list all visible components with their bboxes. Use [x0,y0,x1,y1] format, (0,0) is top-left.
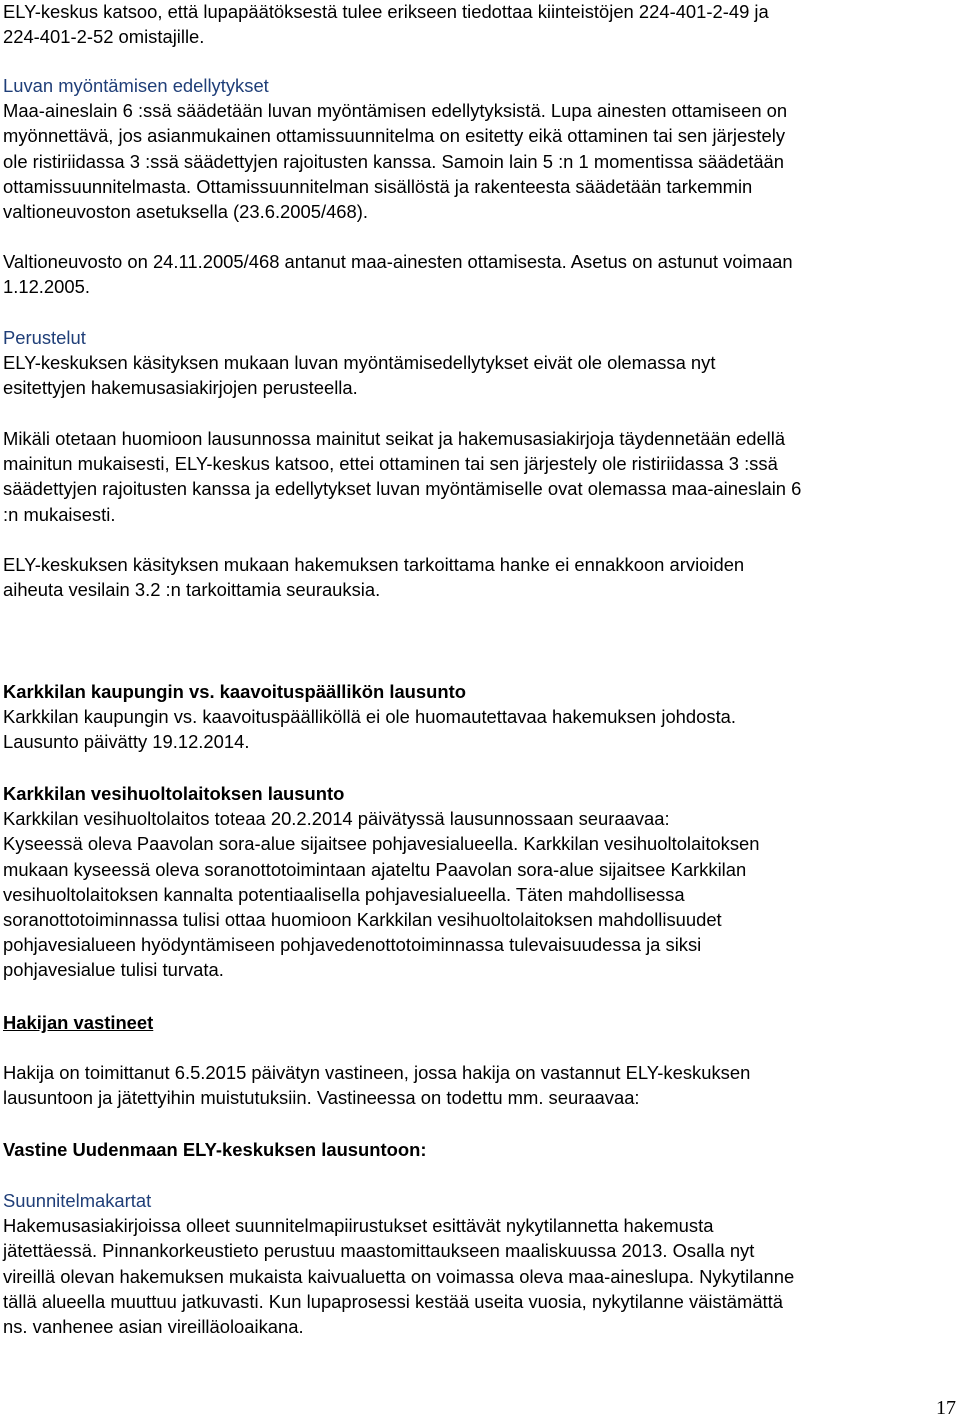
text-line: myönnettävä, jos asianmukainen ottamissuunnitelma on esitetty eikä ottaminen tai sen järjestely [3,125,786,147]
hakijan-paragraph [3,1060,958,1110]
page-number: 17 [936,1397,956,1419]
section-heading-karkkila: Karkkilan kaupungin vs. kaavoituspäällikön lausunto [3,681,466,702]
hakijan-heading-block [3,1010,958,1035]
text-line: ns. vanhenee asian vireilläoloaikana. [3,1316,304,1338]
text-line: Valtioneuvosto on 24.11.2005/468 antanut maa-ainesten ottamisesta. Asetus on astunut voimaan [3,251,793,272]
text-line: pohjavesialue tulisi turvata. [3,959,224,981]
section-heading-vesihuolto: Karkkilan vesihuoltolaitoksen lausunto [3,783,345,804]
karkkila-section [3,679,958,755]
text-line: valtioneuvoston asetuksella (23.6.2005/468). [3,201,368,223]
suunnitelma-section [3,1188,958,1339]
section-heading-vastine: Vastine Uudenmaan ELY-keskuksen lausuntoon: [3,1139,427,1160]
text-line: vireillä olevan hakemuksen mukaista kaivualuetta on voimassa oleva maa-aineslupa. Nykytilanne [3,1265,795,1287]
text-line: tällä alueella muuttuu jatkuvasti. Kun lupaprosessi kestää useita vuosia, nykytilanne väistämättä [3,1290,783,1312]
text-line: soranottotoiminnassa tulisi ottaa huomioon Karkkilan vesihuoltolaitoksen mahdollisuudet [3,909,722,931]
text-line: Lausunto päivätty 19.12.2014. [3,731,250,753]
section-heading-perustelut: Perustelut [3,327,86,348]
vesilaki-paragraph [3,552,958,602]
text-line: ole ristiriidassa 3 :ssä säädettyjen rajoitusten kanssa. Samoin lain 5 :n 1 momentissa säädetään [3,150,785,172]
text-line: :n mukaisesti. [3,503,116,525]
text-line: Karkkilan kaupungin vs. kaavoituspäälliköllä ei ole huomautettavaa hakemuksen johdosta. [3,706,737,728]
text-line: 1.12.2005. [3,276,90,298]
section-heading-hakijan: Hakijan vastineet [3,1012,154,1033]
text-line: vesihuoltolaitoksen kannalta potentiaalisella pohjavesialueella. Täten mahdollisessa [3,883,685,905]
text-line: Hakija on toimittanut 6.5.2015 päivätyn vastineen, jossa hakija on vastannut ELY-keskuksen [3,1062,751,1083]
text-line: Hakemusasiakirjoissa olleet suunnitelmapiirustukset esittävät nykytilannetta hakemusta [3,1215,714,1237]
text-line: jätettäessä. Pinnankorkeustieto perustuu maastomittaukseen maaliskuussa 2013. Osalla nyt [3,1240,755,1262]
text-line: Maa-aineslain 6 :ssä säädetään luvan myöntämisen edellytyksistä. Lupa ainesten ottamiseen on [3,100,788,122]
text-line: Mikäli otetaan huomioon lausunnossa mainitut seikat ja hakemusasiakirjoja täydennetään edellä [3,428,786,449]
text-line: ELY-keskuksen käsityksen mukaan luvan myöntämisedellytykset eivät ole olemassa nyt [3,352,716,374]
mikali-paragraph [3,426,958,527]
text-line: ottamissuunnitelmasta. Ottamissuunnitelman sisällöstä ja rakenteesta säädetään tarkemmin [3,175,753,197]
valtioneuvosto-paragraph [3,249,958,299]
luvan-section [3,73,958,224]
intro-paragraph [3,0,958,49]
text-line: Kyseessä oleva Paavolan sora-alue sijaitsee pohjavesialueella. Karkkilan vesihuoltolaitoksen [3,833,760,855]
text-line: mukaan kyseessä oleva soranottotoimintaan ajateltu Paavolan sora-alue sijaitsee Karkkilan [3,858,747,880]
text-line: ELY-keskuksen käsityksen mukaan hakemuksen tarkoittama hanke ei ennakkoon arvioiden [3,554,745,575]
text-line: pohjavesialueen hyödyntämiseen pohjavedenottotoiminnassa tulevaisuudessa ja siksi [3,934,702,956]
text-line: Karkkilan vesihuoltolaitos toteaa 20.2.2014 päivätyssä lausunnossaan seuraavaa: [3,808,670,830]
vastine-heading-block [3,1137,958,1162]
section-heading-suunnitelma: Suunnitelmakartat [3,1190,152,1211]
vesihuolto-section [3,781,958,983]
text-line: säädettyjen rajoitusten kanssa ja edellytykset luvan myöntämiselle ovat olemassa maa-aineslain 6 [3,478,802,500]
text-line: lausuntoon ja jätettyihin muistutuksiin. Vastineessa on todettu mm. seuraavaa: [3,1087,640,1109]
text-line: aiheuta vesilain 3.2 :n tarkoittamia seurauksia. [3,579,381,601]
text-line: 224-401-2-52 omistajille. [3,26,205,48]
text-line: ELY-keskus katsoo, että lupapäätöksestä tulee erikseen tiedottaa kiinteistöjen 224-401-2-49 ja [3,1,769,22]
perustelut-section [3,325,958,401]
section-heading-luvan: Luvan myöntämisen edellytykset [3,75,269,96]
text-line: esitettyjen hakemusasiakirjojen perusteella. [3,377,358,399]
text-line: mainitun mukaisesti, ELY-keskus katsoo, ettei ottaminen tai sen järjestely ole ristiriidassa 3 :ssä [3,453,778,475]
